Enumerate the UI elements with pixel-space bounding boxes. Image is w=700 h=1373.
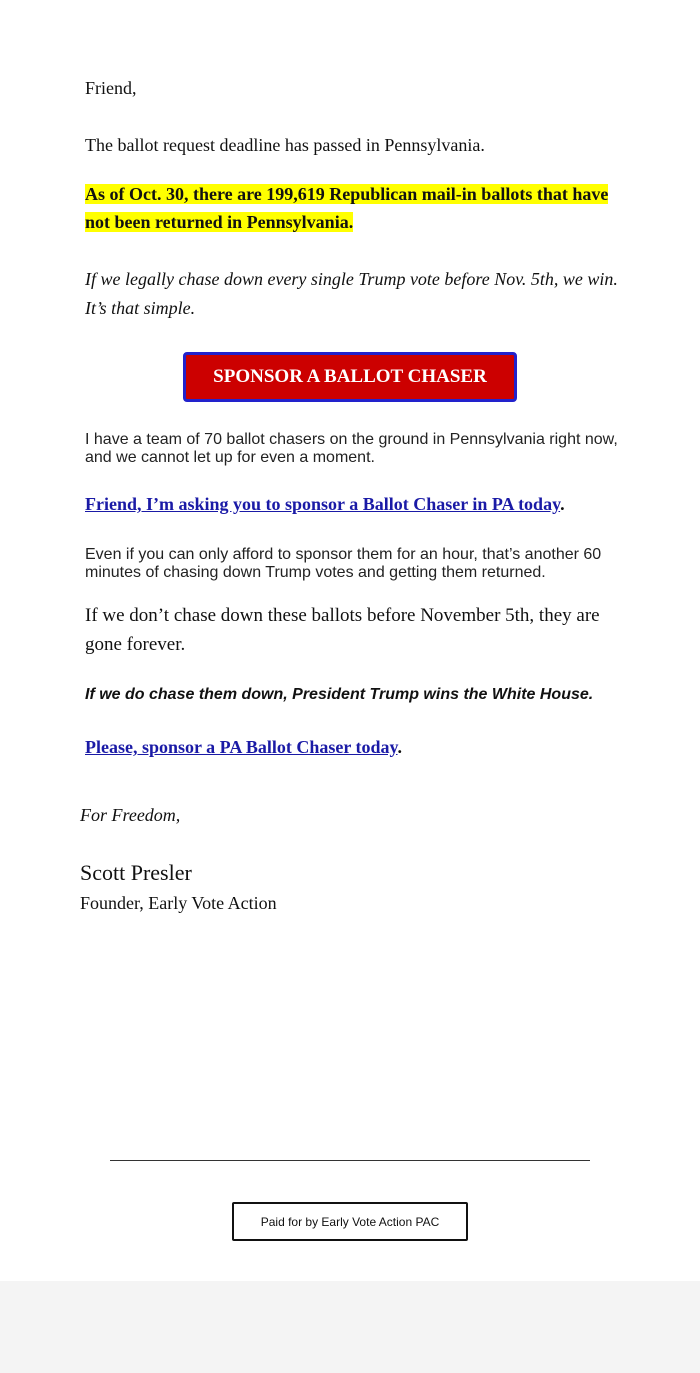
highlighted-paragraph <box>85 180 625 236</box>
link-period: . <box>560 494 565 514</box>
sponsor-ballot-chaser-button[interactable]: SPONSOR A BALLOT CHASER <box>183 352 517 402</box>
please-sponsor-paragraph <box>85 737 402 758</box>
win-paragraph: If we do chase them down, President Trump wins the White House. <box>85 686 594 703</box>
italic-paragraph: If we legally chase down every single Trump vote before Nov. 5th, we win. It’s that simple. <box>85 269 618 318</box>
signer-title: Founder, Early Vote Action <box>80 893 277 913</box>
please-sponsor-link[interactable]: Please, sponsor a PA Ballot Chaser today <box>85 737 398 757</box>
sponsor-link-paragraph <box>85 494 565 515</box>
signer-name: Scott Presler <box>80 860 192 885</box>
deadline-paragraph: The ballot request deadline has passed in Pennsylvania. <box>85 135 485 155</box>
link-period-2: . <box>397 737 403 757</box>
afford-paragraph: Even if you can only afford to sponsor them for an hour, that’s another 60 minutes of chasing down Trump votes and getting them returned. <box>85 546 602 581</box>
highlighted-text: As of Oct. 30, there are 199,619 Republican mail-in ballots that have not been returned in Pennsylvania. <box>85 184 609 232</box>
paid-for-disclaimer: Paid for by Early Vote Action PAC <box>232 1202 468 1241</box>
signoff: For Freedom, <box>80 805 181 825</box>
greeting: Friend, <box>85 78 137 98</box>
gone-forever-paragraph: If we don’t chase down these ballots before November 5th, they are gone forever. <box>85 605 600 655</box>
footer-divider <box>110 1160 590 1161</box>
sponsor-chaser-link[interactable]: Friend, I’m asking you to sponsor a Ballot Chaser in PA today <box>85 494 561 514</box>
team-paragraph: I have a team of 70 ballot chasers on the ground in Pennsylvania right now, and we cannot let up for even a moment. <box>85 431 618 466</box>
